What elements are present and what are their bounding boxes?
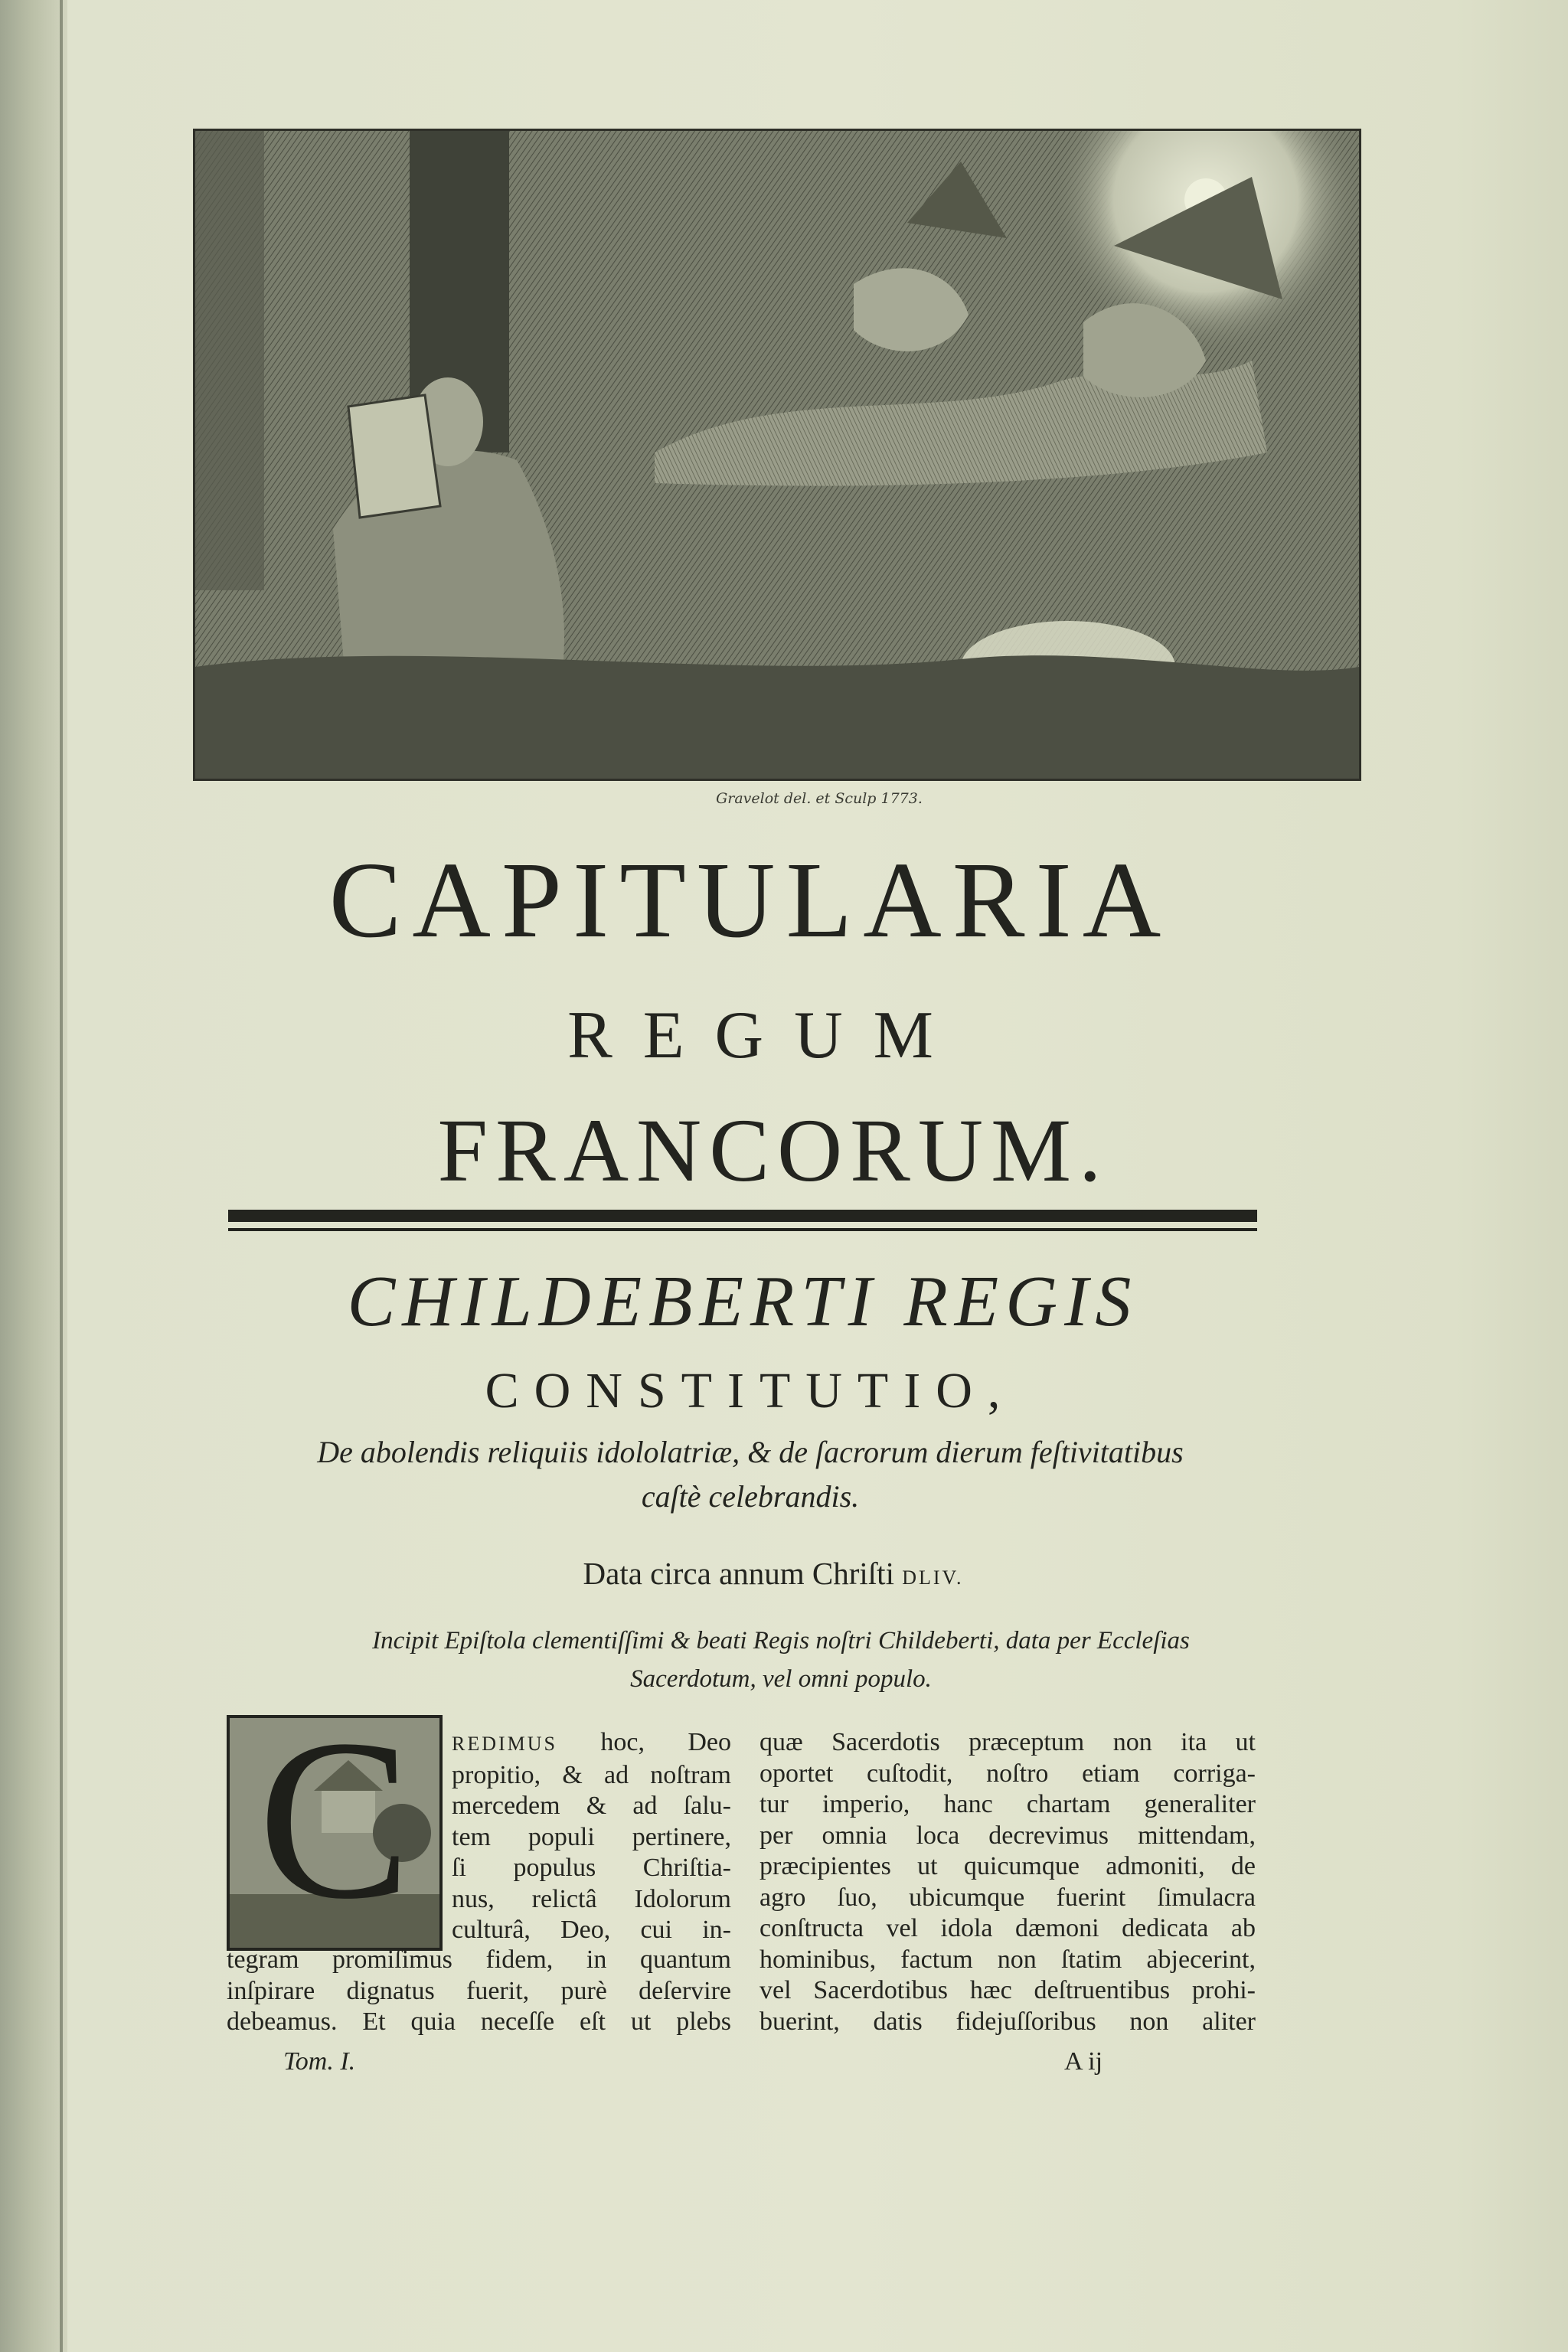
text-line: tegram promiſimus fidem, in quantum (227, 1945, 731, 1974)
footer-signature: A ij (1064, 2047, 1103, 2076)
section-subtitle: CONSTITUTIO, (485, 1363, 1016, 1419)
left-column-full (227, 1945, 731, 2038)
text-line: culturâ, Deo, cui in- (452, 1916, 731, 1944)
incipit (230, 1622, 1332, 1706)
text-line: præcipientes ut quicumque admoniti, de (760, 1852, 1256, 1880)
text-line: ſi populus Chriſtia- (452, 1854, 731, 1882)
title-francorum: FRANCORUM. (437, 1100, 1109, 1200)
text-line: mercedem & ad ſalu- (452, 1792, 731, 1820)
drop-cap-ornament (227, 1715, 443, 1951)
section-description (214, 1430, 1286, 1522)
book-spine (0, 0, 67, 2352)
text-line: quæ Sacerdotis præceptum non ita ut (760, 1728, 1256, 1756)
text-line: conſtructa vel idola dæmoni dedicata ab (760, 1914, 1256, 1942)
text-line: debeamus. Et quia neceſſe eſt ut plebs (227, 2007, 731, 2036)
section-title: CHILDEBERTI REGIS (347, 1262, 1138, 1341)
footer-volume: Tom. I. (283, 2047, 356, 2076)
right-column (760, 1727, 1256, 2037)
text-line: agro ſuo, ubicumque fuerint ſimulacra (760, 1883, 1256, 1912)
divider-rule-thick (228, 1210, 1257, 1222)
text-line: buerint, datis fidejuſſoribus non aliter (760, 2007, 1256, 2036)
text-line: propitio, & ad noſtram (452, 1760, 731, 1789)
text-line: inſpirare dignatus fuerit, purè deſervire (227, 1976, 731, 2005)
gutter-line (60, 0, 63, 2352)
description-line-2: caſtè celebrandis. (641, 1479, 860, 1514)
text-line: tur imperio, hanc chartam generaliter (760, 1790, 1256, 1818)
date-line (383, 1547, 1164, 1600)
drop-cap-letter: C (257, 1715, 412, 1946)
engraving-illustration (193, 129, 1361, 781)
description-line-1: De abolendis reliquiis idololatriæ, & de ſacrorum dierum feſtivitatibus (317, 1435, 1184, 1469)
left-column-beside-initial (452, 1727, 731, 1946)
text-line: vel Sacerdotibus hæc deſtruentibus prohi- (760, 1976, 1256, 2004)
date-text: Data circa annum Chriſti (583, 1556, 894, 1591)
title-regum: REGUM (567, 998, 964, 1073)
incipit-line-2: Sacerdotum, vel omni populo. (630, 1665, 932, 1693)
incipit-line-1: Incipit Epiſtola clementiſſimi & beati Regis noſtri Childeberti, data per Eccleſias (372, 1627, 1190, 1655)
text-line: REDIMUS hoc, Deo (452, 1728, 731, 1756)
divider-rule-thin (228, 1228, 1257, 1231)
text-line: nus, relictâ Idolorum (452, 1884, 731, 1913)
text-line: tem populi pertinere, (452, 1822, 731, 1851)
date-numeral: DLIV. (902, 1566, 964, 1589)
page-title: CAPITULARIA (328, 839, 1172, 960)
text-line: oportet cuſtodit, noſtro etiam corriga- (760, 1759, 1256, 1788)
text-line: hominibus, factum non ſtatim abjecerint, (760, 1945, 1256, 1974)
text-line: per omnia loca decrevimus mittendam, (760, 1821, 1256, 1850)
engraving-credit: Gravelot del. et Sculp 1773. (716, 790, 923, 807)
